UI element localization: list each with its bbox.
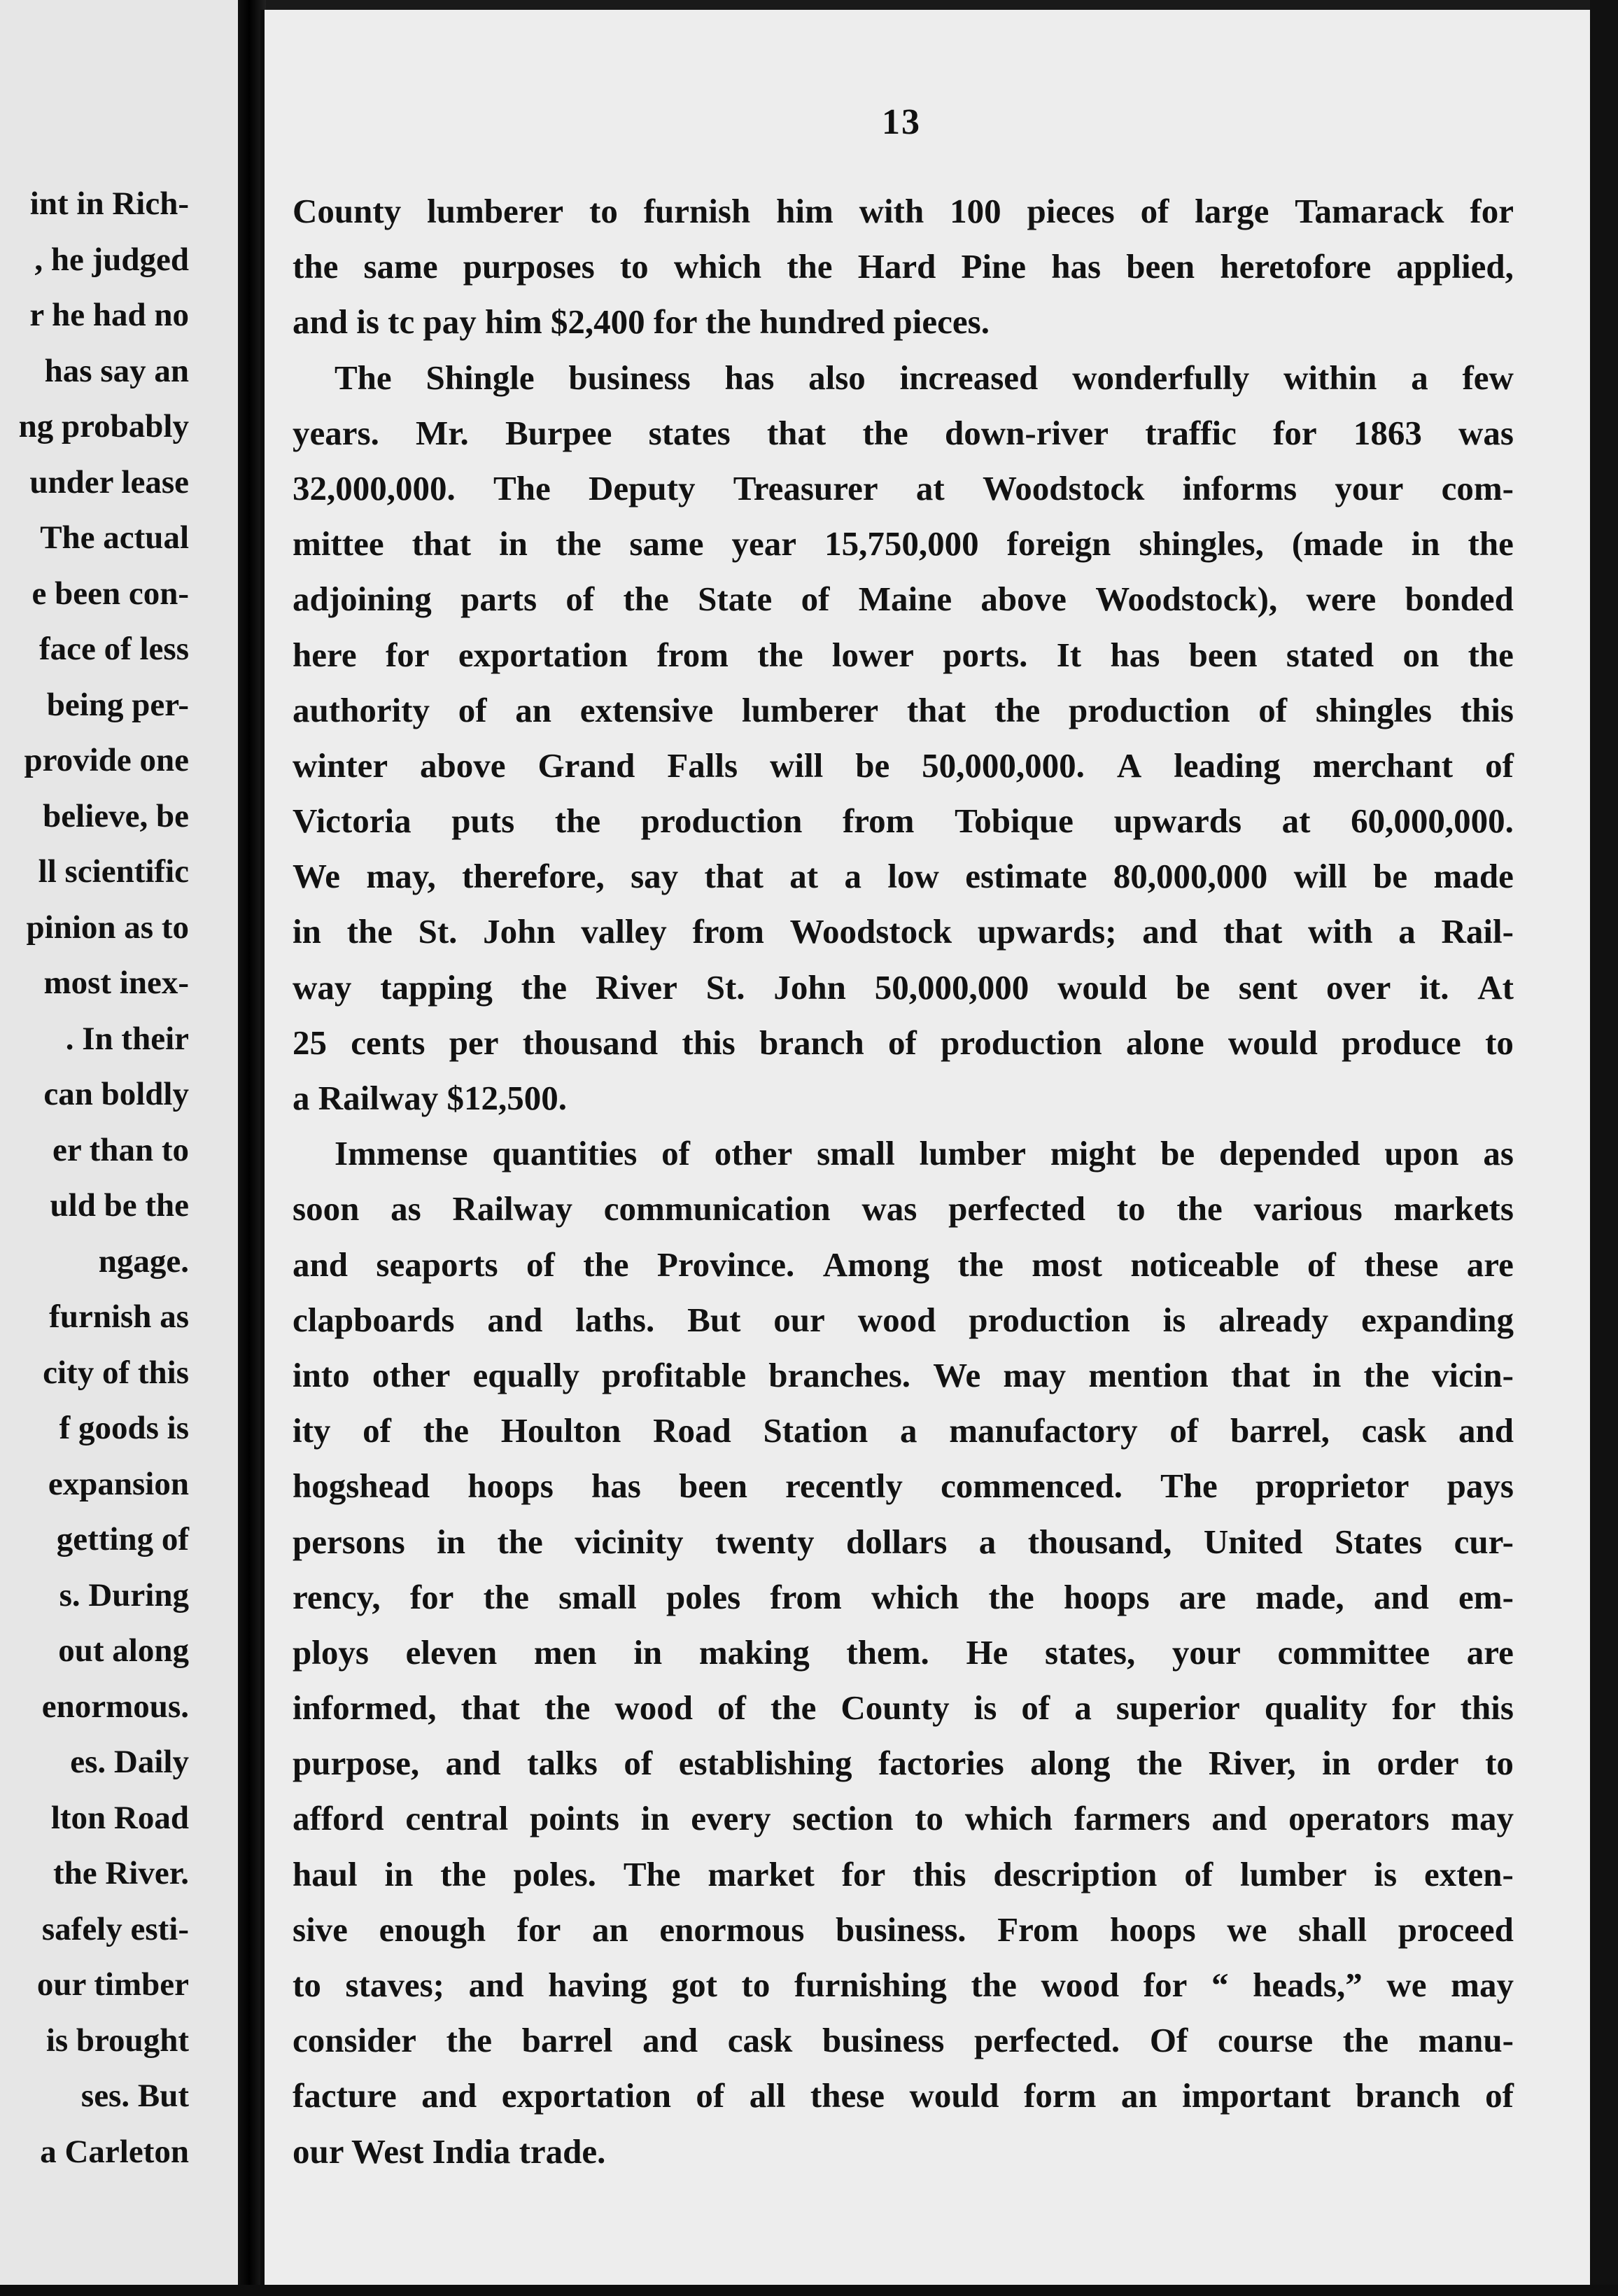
left-page-line: face of less (38, 631, 189, 667)
left-page-line: ses. But (80, 2078, 189, 2114)
left-page-line: is brought (45, 2022, 189, 2059)
text-line: our West India trade. (293, 2132, 606, 2171)
left-page-line: safely esti- (41, 1910, 189, 1947)
text-line: mittee that in the same year 15,750,000 foreign shingles, (made in the (293, 524, 1514, 564)
text-line: soon as Railway communication was perfected to the various markets (293, 1189, 1514, 1228)
text-line: purpose, and talks of establishing factories along the River, in order to (293, 1744, 1514, 1783)
left-page-line: ll scientific (38, 853, 189, 890)
text-line: to staves; and having got to furnishing the wood for “ heads,” we may (293, 1966, 1514, 2004)
text-line: clapboards and laths. But our wood production is already expanding (293, 1300, 1514, 1339)
left-page-line: expansion (48, 1465, 189, 1502)
left-page-line: f goods is (59, 1410, 189, 1446)
text-line: years. Mr. Burpee states that the down-river traffic for 1863 was (293, 413, 1514, 452)
left-page-line: furnish as (49, 1298, 189, 1335)
left-page-line: lton Road (50, 1799, 189, 1836)
text-line: 32,000,000. The Deputy Treasurer at Woodstock informs your com- (293, 468, 1514, 507)
text-line: We may, therefore, say that at a low estimate 80,000,000 will be made (293, 857, 1514, 896)
text-line: Immense quantities of other small lumber might be depended upon as (335, 1134, 1514, 1173)
text-line: facture and exportation of all these would form an important branch of (293, 2076, 1514, 2115)
left-page-line: int in Rich- (29, 186, 189, 222)
left-page-line: getting of (56, 1521, 189, 1558)
text-line: consider the barrel and cask business perfected. Of course the manu- (293, 2021, 1514, 2060)
text-line: into other equally profitable branches. We may mention that in the vicin- (293, 1355, 1514, 1394)
left-page-line: a Carleton (40, 2133, 189, 2170)
left-page-line: believe, be (43, 797, 189, 834)
page-right-edge (1590, 0, 1618, 2296)
left-page-line: has say an (44, 352, 189, 389)
left-page-fragment (0, 0, 238, 2296)
text-line: here for exportation from the lower ports. It has been stated on the (293, 635, 1514, 674)
left-page-line: es. Daily (70, 1744, 189, 1780)
left-page-line: The actual (40, 519, 189, 556)
left-page-line: uld be the (50, 1187, 189, 1224)
text-line: The Shingle business has also increased wonderfully within a few (335, 358, 1514, 397)
text-line: Victoria puts the production from Tobique upwards at 60,000,000. (293, 802, 1514, 841)
text-line: ploys eleven men in making them. He states, your committee are (293, 1632, 1514, 1672)
text-line: and seaports of the Province. Among the most noticeable of these are (293, 1245, 1514, 1284)
text-line: a Railway $12,500. (293, 1079, 567, 1117)
left-page-line: er than to (52, 1131, 189, 1168)
text-line: and is tc pay him $2,400 for the hundred pieces. (293, 302, 990, 342)
text-line: way tapping the River St. John 50,000,000 would be sent over it. At (293, 967, 1514, 1007)
left-page-line: provide one (24, 742, 189, 778)
left-page-line: can boldly (43, 1076, 189, 1112)
text-line: County lumberer to furnish him with 100 pieces of large Tamarack for (293, 192, 1514, 230)
text-line: hogshead hoops has been recently commenced. The proprietor pays (293, 1466, 1514, 1506)
left-page-line: , he judged (34, 241, 189, 278)
left-page-text (19, 176, 189, 2180)
text-line: informed, that the wood of the County is of a superior quality for this (293, 1688, 1514, 1728)
page-number: 13 (882, 102, 921, 142)
left-page-line: r he had no (29, 297, 189, 333)
text-line: persons in the vicinity twenty dollars a thousand, United States cur- (293, 1522, 1514, 1561)
left-page-line: ng probably (18, 408, 189, 444)
page-bottom-edge (0, 2285, 1618, 2296)
left-page-line: ngage. (98, 1242, 189, 1280)
left-page-line: enormous. (41, 1688, 189, 1725)
left-page-line: the River. (52, 1855, 189, 1891)
text-line: sive enough for an enormous business. From hoops we shall proceed (293, 1910, 1514, 1949)
text-line: rency, for the small poles from which the hoops are made, and em- (293, 1577, 1514, 1616)
text-line: in the St. John valley from Woodstock upwards; and that with a Rail- (293, 912, 1514, 951)
text-line: 25 cents per thousand this branch of production alone would produce to (293, 1023, 1514, 1062)
text-line: winter above Grand Falls will be 50,000,000. A leading merchant of (293, 746, 1514, 785)
left-page-line: under lease (29, 463, 189, 500)
text-line: afford central points in every section to which farmers and operators may (293, 1799, 1514, 1838)
text-line: authority of an extensive lumberer that the production of shingles this (293, 690, 1514, 729)
left-page-line: s. During (59, 1576, 189, 1614)
left-page-line: being per- (46, 686, 189, 723)
left-page-line: most inex- (43, 965, 189, 1001)
text-line: ity of the Houlton Road Station a manufactory of barrel, cask and (293, 1411, 1514, 1450)
text-line: the same purposes to which the Hard Pine has been heretofore applied, (293, 247, 1514, 286)
text-line: haul in the poles. The market for this description of lumber is exten- (293, 1854, 1514, 1893)
left-page-line: out along (58, 1632, 189, 1669)
left-page-line: pinion as to (26, 909, 189, 946)
left-page-line: city of this (43, 1354, 189, 1391)
body-text (293, 183, 1514, 2179)
left-page-line: e been con- (31, 575, 189, 612)
left-page-line: our timber (36, 1966, 189, 2003)
text-line: adjoining parts of the State of Maine above Woodstock), were bonded (293, 580, 1514, 619)
left-page-line: . In their (65, 1020, 189, 1057)
